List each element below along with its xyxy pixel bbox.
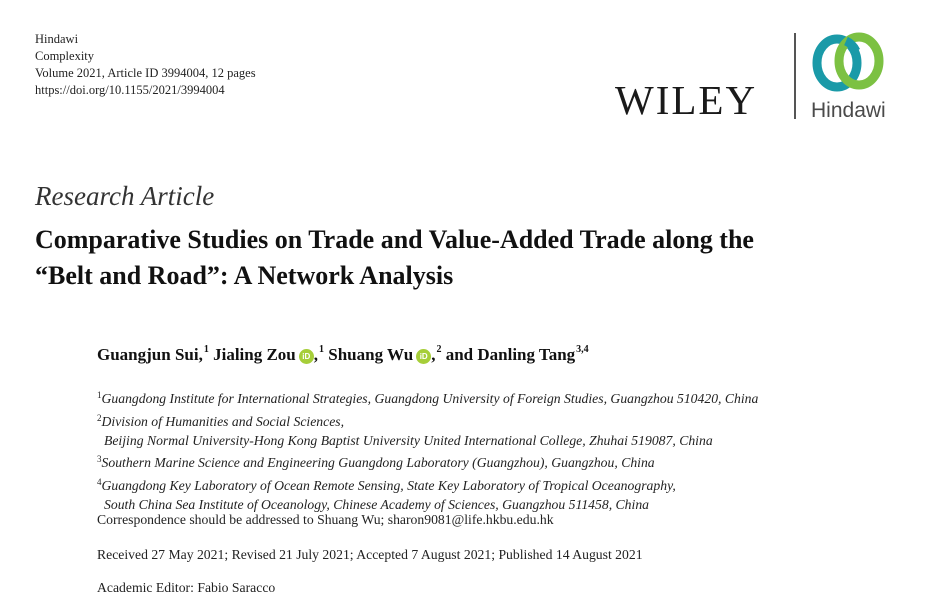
affiliation-line bbox=[97, 432, 758, 451]
journal-doi-link[interactable]: https://doi.org/10.1155/2021/3994004 bbox=[35, 83, 225, 97]
author-name[interactable]: Guangjun Sui bbox=[97, 345, 199, 364]
author-affil-sup: 2 bbox=[436, 344, 442, 355]
affiliation-text: Guangdong Key Laboratory of Ocean Remote Sensing, State Key Laboratory of Tropical Oceanography, bbox=[101, 478, 676, 494]
author-name[interactable]: Danling Tang bbox=[477, 345, 576, 364]
article-type: Research Article bbox=[35, 181, 215, 211]
journal-volume: Volume 2021, Article ID 3994004, 12 pages bbox=[35, 66, 256, 80]
affiliation-sup: 1 bbox=[97, 390, 102, 400]
logo-divider bbox=[794, 33, 796, 119]
hindawi-logo-text: Hindawi bbox=[811, 99, 886, 122]
academic-editor: Academic Editor: Fabio Saracco bbox=[97, 580, 276, 595]
author-list: Guangjun Sui,$^1$ Jialing Zou iD ,$^1$ Shuang Wu iD ,$^2$ and Danling Tang$^{3,4}$ bbox=[97, 344, 589, 364]
affiliation-text: South China Sea Institute of Oceanology, Chinese Academy of Sciences, Guangzhou 511458, China bbox=[104, 496, 650, 512]
affiliation-line bbox=[97, 473, 758, 496]
author-name[interactable]: Shuang Wu bbox=[328, 345, 414, 364]
affiliation-line bbox=[97, 409, 758, 432]
hindawi-logo-icon bbox=[809, 31, 887, 95]
journal-publisher: Hindawi bbox=[35, 32, 79, 46]
title-line: “Belt and Road”: A Network Analysis bbox=[35, 261, 454, 290]
affiliation-text: Beijing Normal University-Hong Kong Baptist University United International College, Zhuhai 519087, China bbox=[104, 432, 713, 448]
affiliation-text: Guangdong Institute for International Strategies, Guangdong University of Foreign Studies, Guangzhou 510420, China bbox=[101, 391, 759, 406]
correspondence: Correspondence should be addressed to Shuang Wu; sharon9081@life.hkbu.edu.hk bbox=[97, 512, 554, 527]
affiliation-sup: 4 bbox=[97, 477, 102, 488]
publisher-logos bbox=[610, 30, 910, 130]
author-affil-sup: 1 bbox=[319, 344, 325, 355]
title-line: Comparative Studies on Trade and Value-Added Trade along the bbox=[35, 225, 754, 254]
affiliation-text: Southern Marine Science and Engineering Guangdong Laboratory (Guangzhou), Guangzhou, China bbox=[101, 455, 655, 471]
orcid-icon[interactable]: iD bbox=[299, 349, 314, 364]
affiliation-sup: 2 bbox=[97, 412, 102, 423]
wiley-logo: WILEY bbox=[615, 77, 758, 123]
publication-dates: Received 27 May 2021; Revised 21 July 2021; Accepted 7 August 2021; Published 14 August 2021 bbox=[97, 547, 643, 562]
author-connector: and bbox=[445, 345, 474, 364]
author-affil-sup: 1 bbox=[203, 344, 209, 355]
article-title bbox=[35, 222, 915, 294]
author-name[interactable]: Jialing Zou bbox=[213, 345, 296, 364]
author-affil-sup: 3,4 bbox=[576, 344, 589, 355]
affiliation-sup: 3 bbox=[97, 454, 102, 465]
affiliation-line bbox=[97, 386, 758, 409]
affiliation-line bbox=[97, 450, 758, 473]
journal-name: Complexity bbox=[35, 49, 95, 63]
orcid-icon[interactable]: iD bbox=[416, 349, 431, 364]
affiliations bbox=[97, 386, 758, 515]
journal-meta bbox=[35, 31, 256, 99]
affiliation-text: Division of Humanities and Social Sciences, bbox=[101, 413, 345, 429]
